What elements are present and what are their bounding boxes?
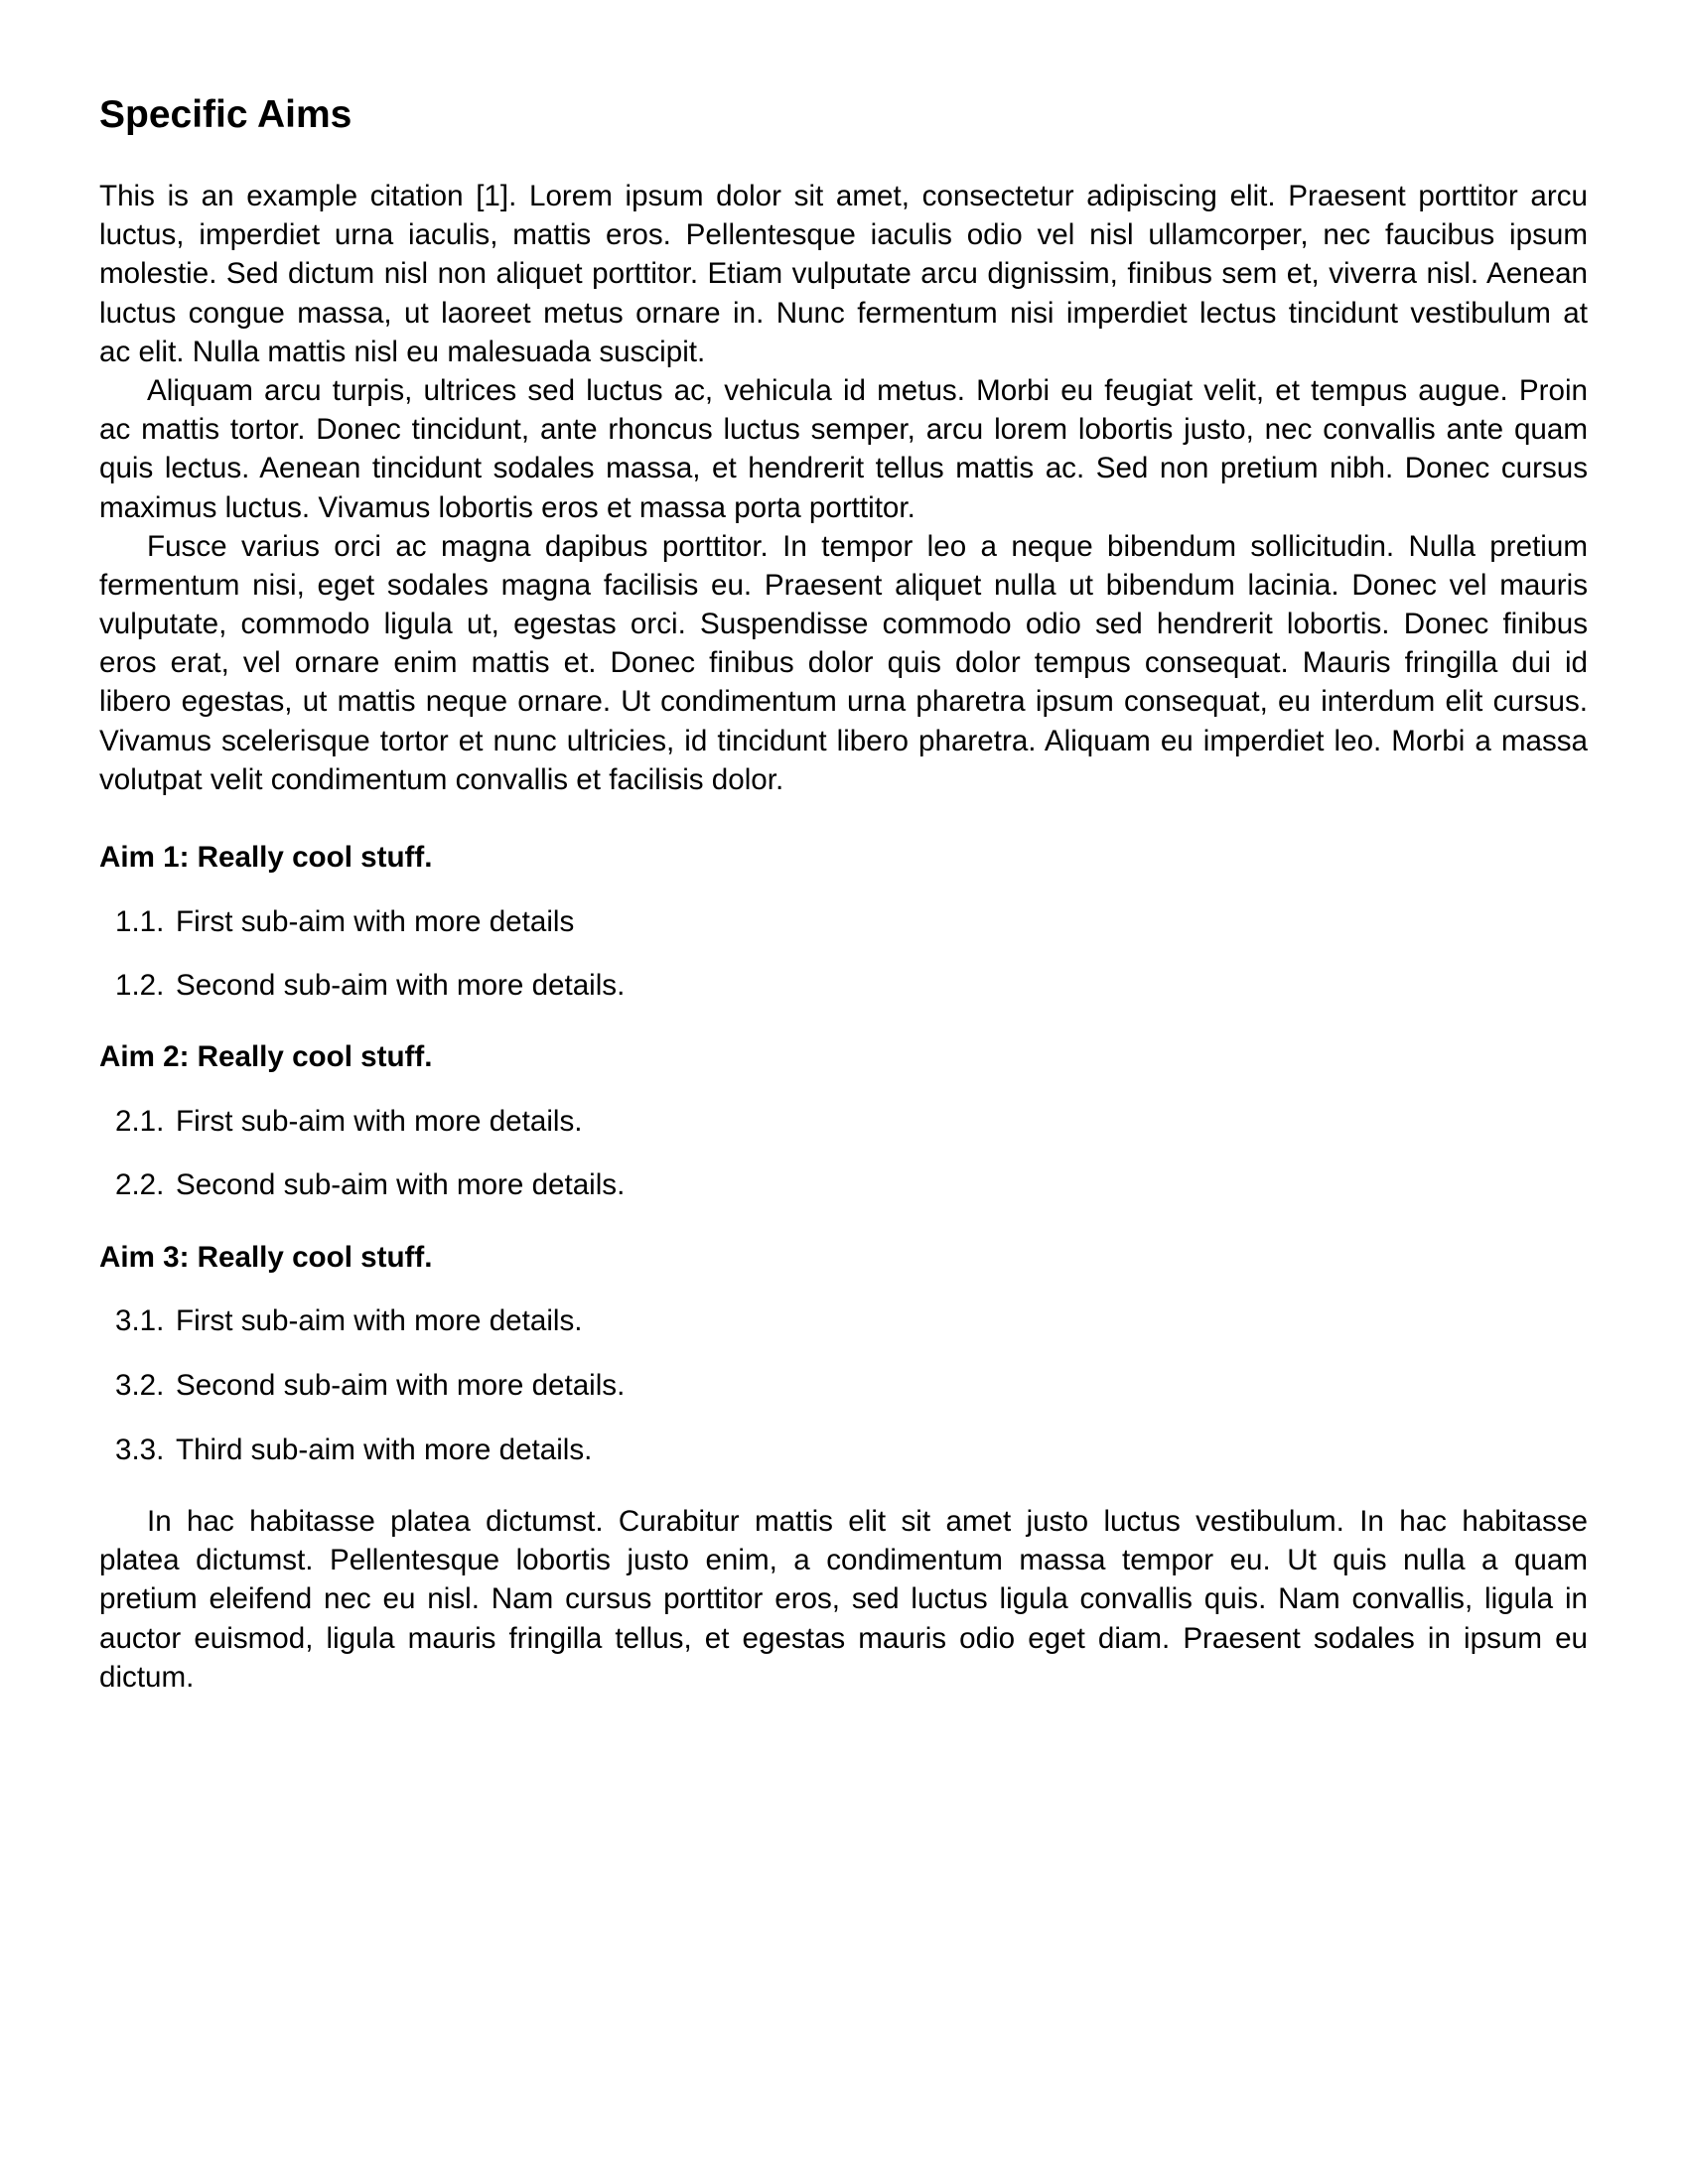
sub-aim-number: 3.3. bbox=[115, 1433, 165, 1466]
sub-aim-number: 1.1. bbox=[115, 905, 165, 938]
paragraph-line: Aliquam arcu turpis, ultrices sed luctus ac, vehicula id metus. Morbi eu feugiat velit, et tempus augue. Proin bbox=[147, 373, 1588, 407]
paragraph-2 bbox=[99, 371, 1588, 527]
paragraph-line: dictum. bbox=[99, 1660, 195, 1694]
paragraph-line: molestie. Sed dictum nisl non aliquet porttitor. Etiam vulputate arcu dignissim, finibus sem et, viverra nisl. Aenean bbox=[99, 257, 1588, 291]
sub-aim-text: Second sub-aim with more details. bbox=[176, 1369, 626, 1402]
paragraph-line: volutpat velit condimentum convallis et facilisis dolor. bbox=[99, 762, 784, 796]
sub-aim-number: 2.1. bbox=[115, 1105, 165, 1138]
sub-aim-number: 2.2. bbox=[115, 1168, 165, 1201]
paragraph-line: In hac habitasse platea dictumst. Curabitur mattis elit sit amet justo luctus vestibulum. In hac habitasse bbox=[147, 1505, 1588, 1538]
sub-aim-text: Second sub-aim with more details. bbox=[176, 969, 626, 1002]
paragraph-line: platea dictumst. Pellentesque lobortis justo enim, a condimentum massa tempor eu. Ut quis nulla a quam bbox=[99, 1544, 1588, 1577]
paragraph-1 bbox=[99, 177, 1588, 371]
paragraph-line: quis lectus. Aenean tincidunt sodales massa, et hendrerit tellus mattis ac. Sed non pretium nibh. Donec cursus bbox=[99, 452, 1588, 485]
paragraph-line: maximus luctus. Vivamus lobortis eros et massa porta porttitor. bbox=[99, 490, 915, 524]
sub-aim-text: Third sub-aim with more details. bbox=[176, 1433, 593, 1466]
paragraph-line: pretium eleifend nec eu nisl. Nam cursus porttitor eros, sed luctus ligula convallis quis. Nam convallis, ligula in bbox=[99, 1582, 1588, 1616]
paragraph-line: luctus congue massa, ut laoreet metus ornare in. Nunc fermentum nisi imperdiet lectus tincidunt vestibulum at bbox=[99, 296, 1588, 330]
aim-2-heading: Aim 2: Really cool stuff. bbox=[99, 1040, 433, 1073]
paragraph-line: Fusce varius orci ac magna dapibus porttitor. In tempor leo a neque bibendum sollicitudin. Nulla pretium bbox=[147, 529, 1588, 563]
paragraph-line: auctor euismod, ligula mauris fringilla tellus, et egestas mauris odio eget diam. Praesent sodales in ipsum eu bbox=[99, 1621, 1588, 1655]
paragraph-line: vulputate, commodo ligula ut, egestas orci. Suspendisse commodo odio sed hendrerit lobortis. Donec finibus bbox=[99, 608, 1588, 641]
paragraph-line: Vivamus scelerisque tortor et nunc ultricies, id tincidunt libero pharetra. Aliquam eu imperdiet leo. Morbi a massa bbox=[99, 724, 1588, 757]
paragraph-line: This is an example citation [1]. Lorem ipsum dolor sit amet, consectetur adipiscing elit. Praesent porttitor arcu bbox=[99, 180, 1588, 212]
sub-aim-text: First sub-aim with more details bbox=[176, 905, 575, 938]
sub-aim-number: 3.2. bbox=[115, 1369, 165, 1402]
sub-aim-text: First sub-aim with more details. bbox=[176, 1105, 583, 1138]
page-title: Specific Aims bbox=[99, 93, 352, 136]
sub-aim-text: Second sub-aim with more details. bbox=[176, 1168, 626, 1201]
sub-aim-number: 3.1. bbox=[115, 1304, 165, 1337]
sub-aim-text: First sub-aim with more details. bbox=[176, 1304, 583, 1337]
aim-1-heading: Aim 1: Really cool stuff. bbox=[99, 841, 433, 874]
sub-aim-number: 1.2. bbox=[115, 969, 165, 1002]
paragraph-line: eros erat, vel ornare enim mattis et. Donec finibus dolor quis dolor tempus consequat. Mauris fringilla dui id bbox=[99, 646, 1588, 680]
paragraph-line: ac elit. Nulla mattis nisl eu malesuada suscipit. bbox=[99, 335, 706, 368]
paragraph-line: luctus, imperdiet urna iaculis, mattis eros. Pellentesque iaculis odio vel nisl ullamcorper, nec faucibus ipsum bbox=[99, 218, 1588, 252]
paragraph-line: fermentum nisi, eget sodales magna facilisis eu. Praesent aliquet nulla ut bibendum lacinia. Donec vel mauris bbox=[99, 568, 1588, 602]
paragraph-3 bbox=[99, 527, 1588, 799]
closing-paragraph bbox=[99, 1502, 1588, 1697]
paragraph-line: libero egestas, ut mattis neque ornare. Ut condimentum urna pharetra ipsum consequat, eu interdum elit cursus. bbox=[99, 685, 1588, 719]
intro-paragraphs bbox=[99, 177, 1588, 799]
aim-3-heading: Aim 3: Really cool stuff. bbox=[99, 1241, 433, 1274]
paragraph-line: ac mattis tortor. Donec tincidunt, ante rhoncus luctus semper, arcu lorem lobortis justo, nec convallis ante quam bbox=[99, 413, 1588, 447]
